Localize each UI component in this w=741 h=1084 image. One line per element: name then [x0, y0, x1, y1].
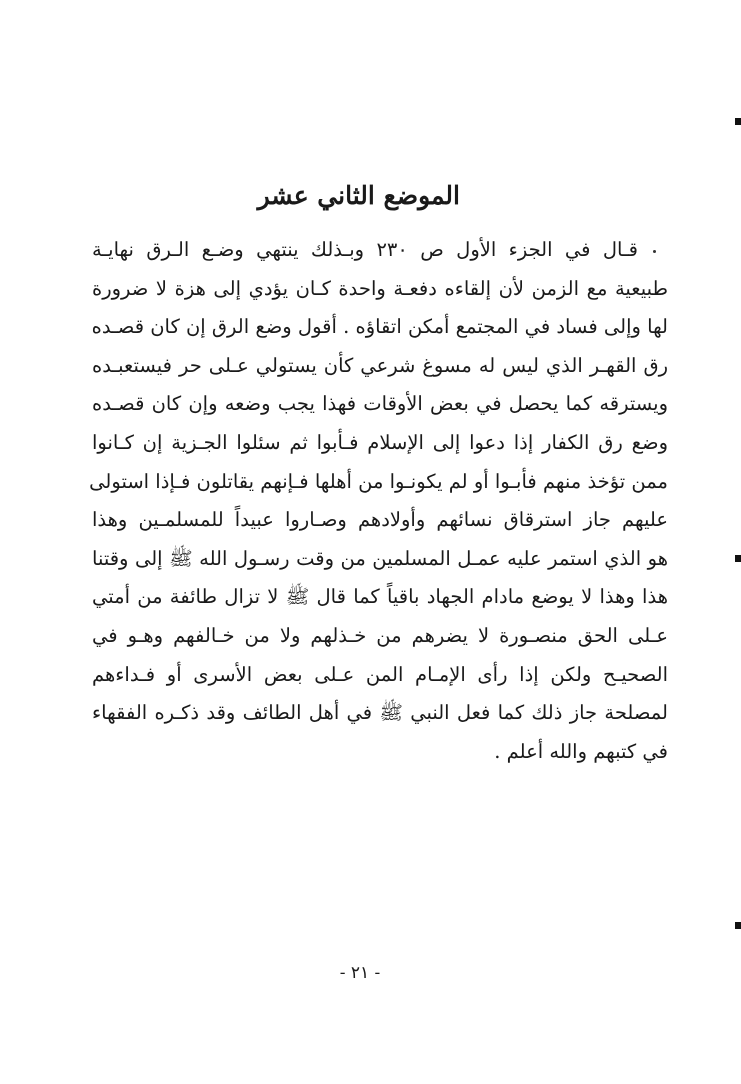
body-paragraph	[89, 231, 668, 771]
paragraph-line: هو الذي استمر عليه عمـل المسلمين من وقت رسـول الله ﷺ إلى وقتنا	[92, 546, 668, 570]
paragraph-line: وضع رق الكفار إذا دعوا إلى الإسلام فـأبوا ثم سئلوا الجـزية إن كـانوا	[92, 430, 668, 454]
paragraph-line: في كتبهم والله أعلم .	[494, 739, 668, 763]
paragraph-line: ممن تؤخذ منهم فأبـوا أو لم يكونـوا من أهلها فـإنهم يقاتلون فـإذا استولى	[89, 469, 668, 493]
paragraph-line: عليهم جاز استرقاق نسائهم وأولادهم وصـاروا عبيداً للمسلمـين وهذا	[92, 508, 668, 532]
scan-margin-mark	[735, 922, 741, 929]
scan-speck	[653, 250, 656, 253]
scan-margin-mark	[735, 118, 741, 125]
section-heading: الموضع الثاني عشر	[257, 181, 460, 210]
paragraph-line: رق القهـر الذي ليس له مسوغ شرعي كأن يستولي عـلى حر فيستعبـده	[92, 353, 668, 377]
paragraph-line: لها وإلى فساد في المجتمع أمكن اتقاؤه . أقول وضع الرق إن كان قصـده	[91, 315, 668, 339]
paragraph-line: لمصلحة جاز ذلك كما فعل النبي ﷺ في أهل الطائف وقد ذكـره الفقهاء	[92, 701, 668, 725]
paragraph-line: ويسترقه كما يحصل في بعض الأوقات فهذا يجب وضعه وإن كان قصـده	[92, 392, 668, 416]
paragraph-line: عـلى الحق منصـورة لا يضرهم من خـذلهم ولا من خـالفهم وهـو في	[92, 623, 668, 647]
paragraph-line: طبيعية مع الزمن لأن إلقاءه دفعـة واحدة كـان يؤدي إلى هزة لا ضرورة	[92, 276, 668, 300]
scan-margin-mark	[735, 555, 741, 562]
paragraph-line: قـال في الجزء الأول ص ٢٣٠ وبـذلك ينتهي وضـع الـرق نهايـة	[92, 238, 638, 261]
paragraph-line: الصحيـح ولكن إذا رأى الإمـام المن عـلى بعض الأسرى أو فـداءهم	[92, 662, 668, 686]
paragraph-line: هذا وهذا لا يوضع مادام الجهاد باقياً كما قال ﷺ لا تزال طائفة من أمتي	[92, 585, 668, 609]
page-number: - ٢١ -	[339, 963, 381, 983]
